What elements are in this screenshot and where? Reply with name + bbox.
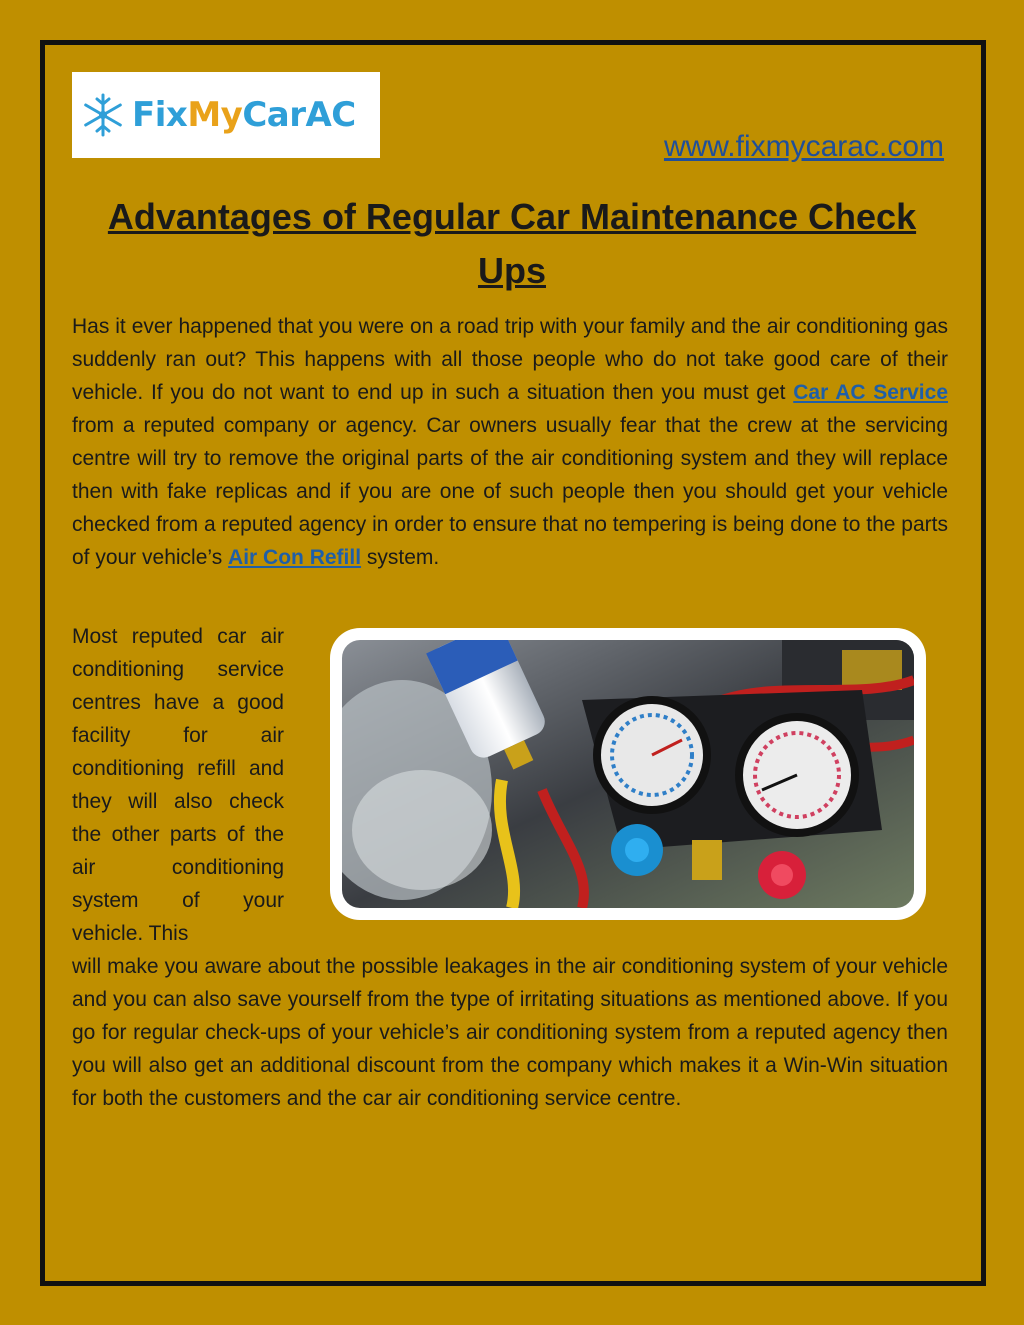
air-con-refill-link[interactable]: Air Con Refill [228, 546, 362, 569]
brand-logo[interactable] [72, 72, 380, 158]
paragraph-2-side: Most reputed car air conditioning service centres have a good facility for air conditioning refill and they will also check the other parts of the air conditioning system of your vehicle. This [72, 625, 284, 945]
logo-text-my: My [187, 95, 243, 135]
ac-gauges-illustration [342, 640, 914, 908]
article-title: Advantages of Regular Car Maintenance Check Ups [107, 196, 917, 291]
website-link[interactable]: www.fixmycarac.com [663, 130, 944, 163]
p1-text-b: from a reputed company or agency. Car owners usually fear that the crew at the servicing centre will try to remove the original parts of the air conditioning system and they will replace then with fake replicas and if you are one of such people then you should get your vehicle checked from a reputed agency in order to ensure that no tempering is being done to the parts of your vehicle’s [72, 414, 948, 569]
snowflake-icon [80, 92, 126, 138]
paragraph-1 [72, 310, 948, 574]
logo-text-fix: Fix [132, 95, 188, 135]
p1-text-a: Has it ever happened that you were on a road trip with your family and the air conditioning gas suddenly ran out? This happens with all those people who do not take good care of their vehicle. If you do not want to end up in such a situation then you must get [72, 315, 948, 404]
paragraph-2-rest: will make you aware about the possible leakages in the air conditioning system of your vehicle and you can also save yourself from the type of irritating situations as mentioned above. If you go for regular check-ups of your vehicle’s air conditioning system from a reputed agency then you will also get an additional discount from the company which makes it a Win-Win situation for both the customers and the car air conditioning service centre. [72, 955, 948, 1110]
logo-wordmark [132, 95, 356, 135]
photo-frame [330, 628, 926, 920]
car-ac-service-link[interactable]: Car AC Service [793, 381, 949, 404]
ac-gauges-photo [342, 640, 914, 908]
logo-text-carac: CarAC [242, 95, 356, 135]
p1-text-c: system. [361, 546, 440, 569]
